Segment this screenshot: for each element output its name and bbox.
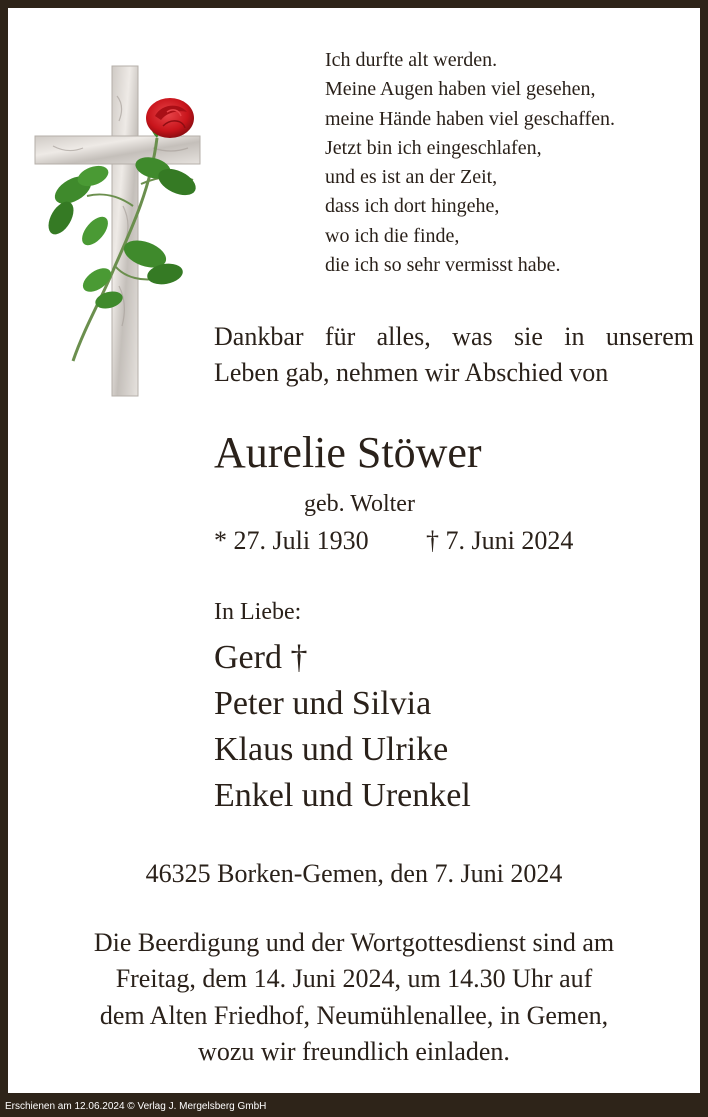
poem-line: Meine Augen haben viel gesehen,: [325, 78, 596, 101]
mourners-label: In Liebe:: [214, 599, 302, 625]
poem-line: meine Hände haben viel geschaffen.: [325, 107, 616, 130]
birth-date: * 27. Juli 1930: [214, 526, 369, 555]
poem-line: Jetzt bin ich eingeschlafen,: [325, 136, 542, 159]
mourner-name: Peter und Silvia: [214, 685, 432, 722]
poem-line: die ich so sehr vermisst habe.: [325, 254, 561, 277]
intro-text: [214, 319, 694, 391]
cross-with-rose-image: [33, 56, 213, 401]
poem-line: wo ich die finde,: [325, 224, 460, 247]
funeral-line: Freitag, dem 14. Juni 2024, um 14.30 Uhr auf: [115, 964, 593, 994]
funeral-line: dem Alten Friedhof, Neumühlenallee, in Gemen,: [99, 1000, 609, 1030]
mourner-name: Gerd †: [214, 639, 308, 676]
life-dates: [214, 524, 614, 558]
mourners-list: [214, 635, 471, 819]
intro-line: Leben gab, nehmen wir Abschied von: [214, 358, 609, 387]
funeral-line: Die Beerdigung und der Wortgottesdienst sind am: [93, 928, 615, 957]
poem-line: dass ich dort hingehe,: [325, 195, 500, 218]
place-and-date: 46325 Borken-Gemen, den 7. Juni 2024: [145, 859, 563, 888]
funeral-notice: [8, 925, 700, 1070]
death-date: † 7. Juni 2024: [426, 526, 574, 555]
poem-line: Ich durfte alt werden.: [325, 49, 498, 71]
poem-line: und es ist an der Zeit,: [325, 166, 498, 189]
intro-line: Dankbar für alles, was sie in unserem: [214, 322, 694, 351]
maiden-name: geb. Wolter: [304, 491, 415, 517]
deceased-name: Aurelie Stöwer: [214, 428, 482, 477]
obituary-card: [8, 8, 700, 1093]
poem: [325, 46, 615, 280]
publication-footer: Erschienen am 12.06.2024 © Verlag J. Mergelsberg GmbH: [5, 1101, 267, 1112]
mourner-name: Enkel und Urenkel: [214, 777, 471, 814]
funeral-line: wozu wir freundlich einladen.: [198, 1036, 510, 1066]
mourner-name: Klaus und Ulrike: [214, 731, 449, 768]
